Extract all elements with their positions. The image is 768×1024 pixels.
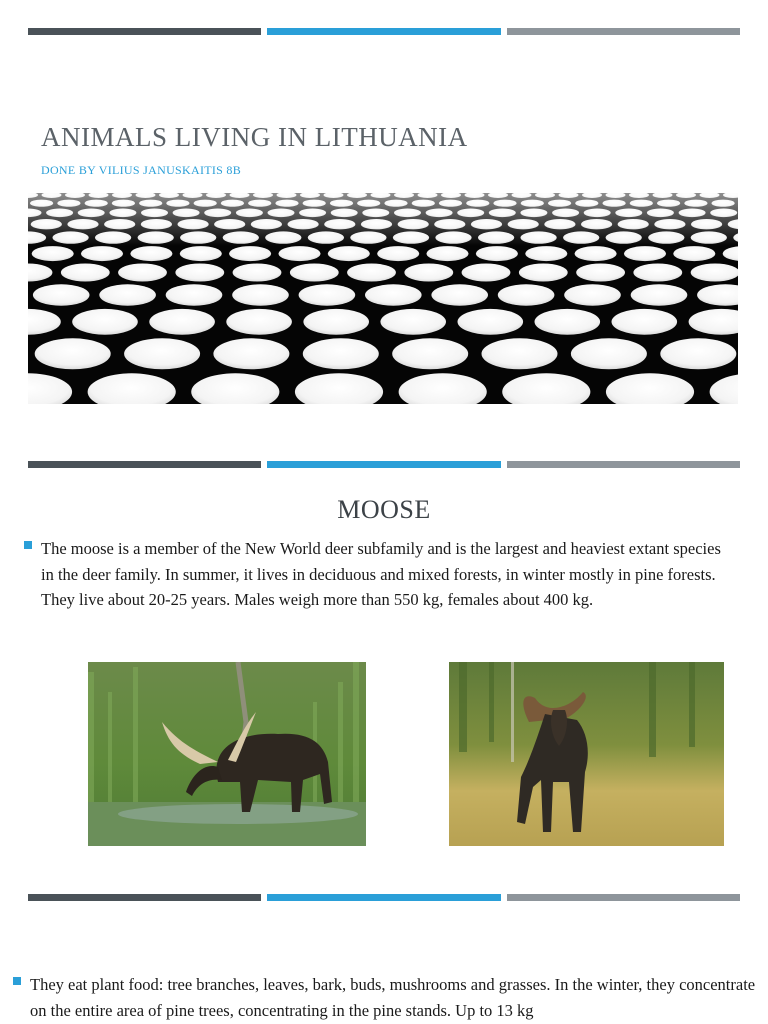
slide-subtitle: DONE BY VILIUS JANUSKAITIS 8B xyxy=(41,163,242,177)
moose-diet-text: They eat plant food: tree branches, leaves, bark, buds, mushrooms and grasses. In the winter, they concentrate on the entire area of pine trees, concentrating in the pine stands. Up to 13 kg xyxy=(30,975,756,1020)
disc-pattern xyxy=(28,193,738,404)
divider-segment-dark xyxy=(28,461,261,468)
bullet-square-icon xyxy=(13,977,21,985)
abstract-disc-image xyxy=(28,193,738,404)
top-divider xyxy=(28,28,740,35)
moose-photo-water xyxy=(88,662,366,846)
moose-description: The moose is a member of the New World deer subfamily and is the largest and heaviest extant species in the deer family. In summer, it lives in deciduous and mixed forests, in winter mostly in pine forests. They live about 20-25 years. Males weigh more than 550 kg, females about 400 kg. xyxy=(41,539,721,609)
divider-segment-blue xyxy=(267,894,500,901)
divider-segment-gray xyxy=(507,894,740,901)
section-heading: MOOSE xyxy=(337,495,431,524)
divider-segment-blue xyxy=(267,461,500,468)
divider-segment-dark xyxy=(28,894,261,901)
divider-segment-dark xyxy=(28,28,261,35)
divider-segment-blue xyxy=(267,28,500,35)
moose-photo-meadow xyxy=(449,662,724,846)
middle-divider xyxy=(28,461,740,468)
bottom-divider xyxy=(28,894,740,901)
divider-segment-gray xyxy=(507,28,740,35)
bullet-square-icon xyxy=(24,541,32,549)
slide-title: ANIMALS LIVING IN LITHUANIA xyxy=(41,122,468,152)
divider-segment-gray xyxy=(507,461,740,468)
